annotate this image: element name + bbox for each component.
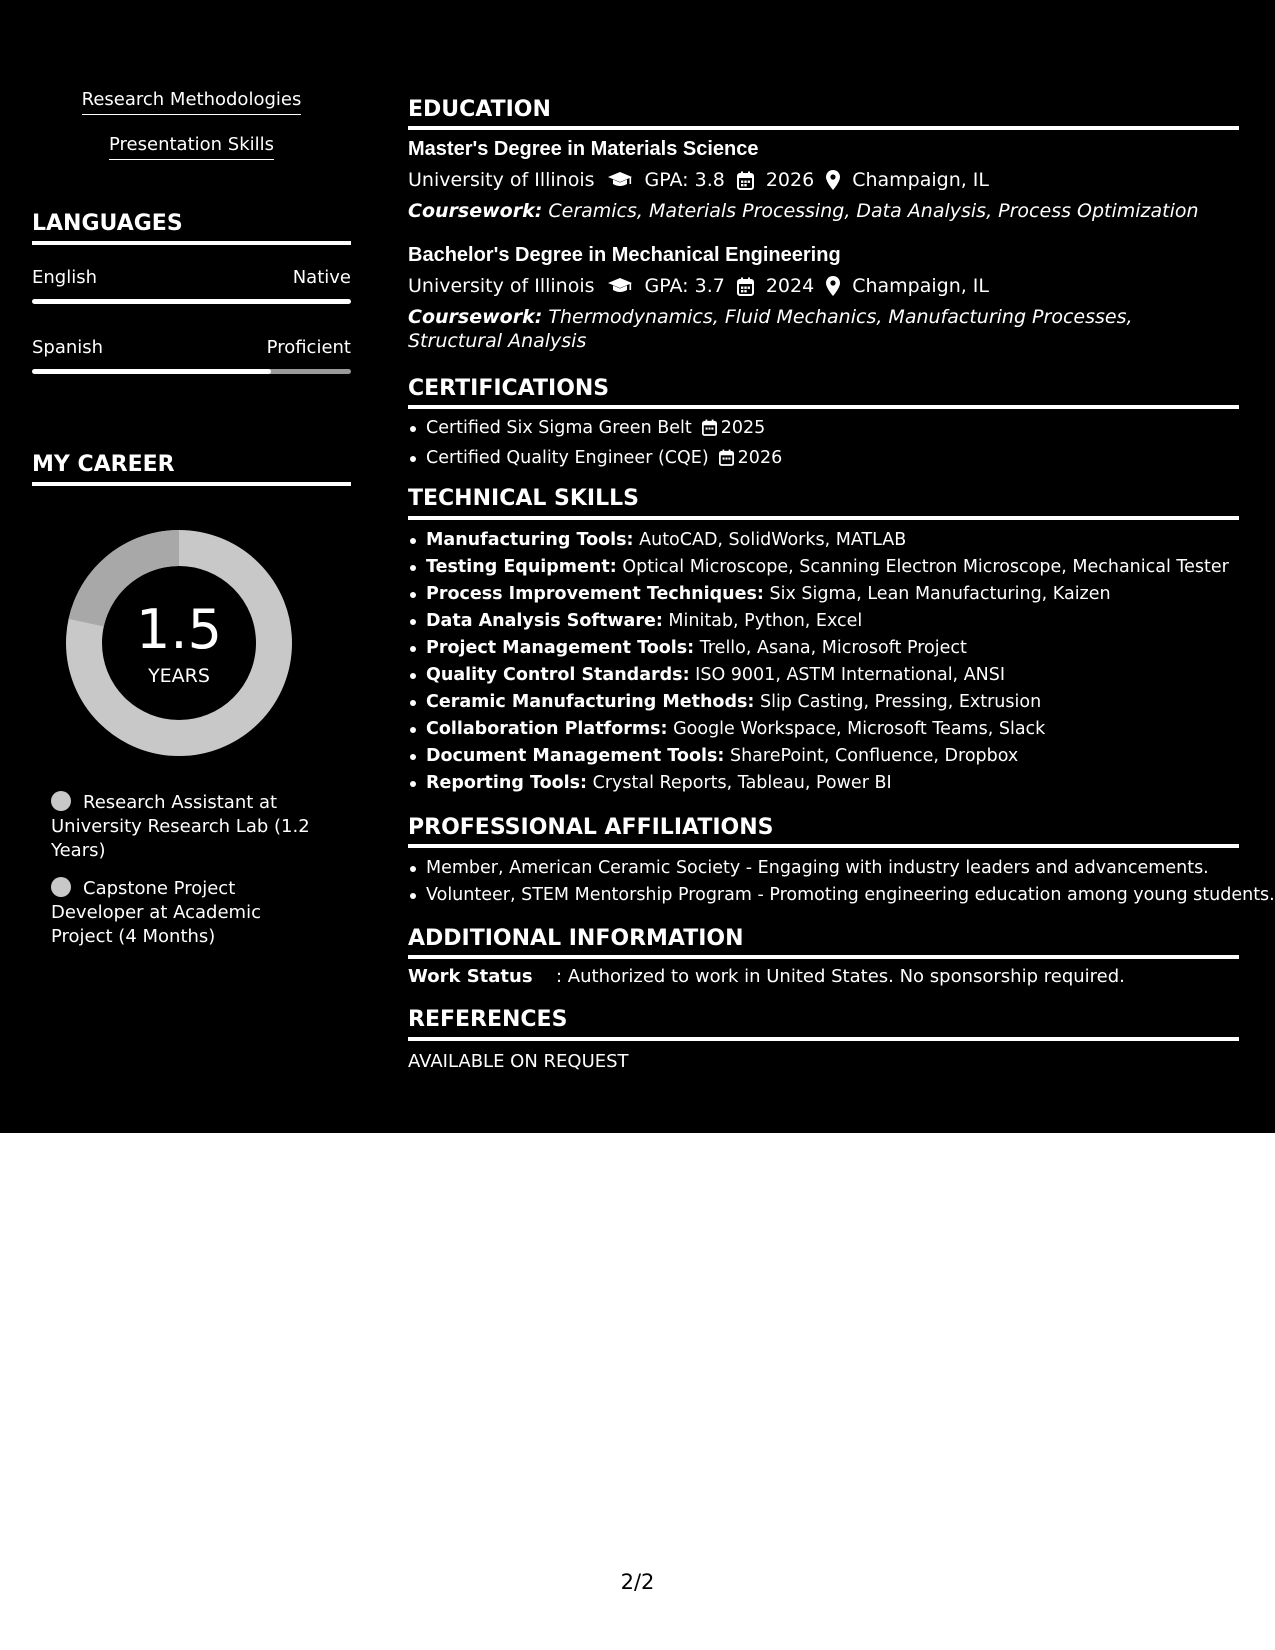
legend-dot xyxy=(51,877,71,897)
career-item: Capstone Project Developer at Academic Project (4 Months) xyxy=(51,878,261,947)
list-item: Process Improvement Techniques: Six Sigma, Lean Manufacturing, Kaizen xyxy=(408,581,1239,608)
section-divider xyxy=(408,126,1239,130)
list-item: Volunteer, STEM Mentorship Program - Promoting engineering education among young students. xyxy=(408,882,1239,909)
calendar-icon xyxy=(737,277,754,296)
references-text: AVAILABLE ON REQUEST xyxy=(408,1051,629,1072)
language-proficiency-bar xyxy=(32,299,351,304)
list-item: Member, American Ceramic Society - Engaging with industry leaders and advancements. xyxy=(408,855,1239,882)
graduation-year: 2024 xyxy=(765,275,815,297)
section-divider xyxy=(408,516,1239,520)
list-item: Certified Quality Engineer (CQE) 2026 xyxy=(408,445,1239,475)
location-pin-icon xyxy=(826,276,840,296)
list-item: Certified Six Sigma Green Belt 2025 xyxy=(408,415,1239,445)
list-item: Ceramic Manufacturing Methods: Slip Casting, Pressing, Extrusion xyxy=(408,689,1239,716)
certifications-heading: CERTIFICATIONS xyxy=(408,376,610,401)
technical-skills-heading: TECHNICAL SKILLS xyxy=(408,486,639,511)
location-pin-icon xyxy=(826,170,840,190)
language-name: Spanish xyxy=(32,337,104,358)
languages-heading: LANGUAGES xyxy=(32,211,183,236)
section-divider xyxy=(408,955,1239,959)
language-proficiency-bar xyxy=(32,369,351,374)
additional-info-heading: ADDITIONAL INFORMATION xyxy=(408,926,744,951)
graduation-cap-icon xyxy=(607,171,633,189)
references-heading: REFERENCES xyxy=(408,1007,568,1032)
list-item: Document Management Tools: SharePoint, Confluence, Dropbox xyxy=(408,743,1239,770)
work-status-row xyxy=(408,965,1125,989)
affiliations-heading: PROFESSIONAL AFFILIATIONS xyxy=(408,815,774,840)
skill-tag: Research Methodologies xyxy=(32,88,351,115)
list-item: Collaboration Platforms: Google Workspace, Microsoft Teams, Slack xyxy=(408,716,1239,743)
work-status-label: Work Status xyxy=(408,966,533,987)
section-divider xyxy=(32,482,351,486)
career-item: Research Assistant at University Research Lab (1.2 Years) xyxy=(51,792,310,861)
list-item: Project Management Tools: Trello, Asana, Microsoft Project xyxy=(408,635,1239,662)
language-level: Proficient xyxy=(266,337,351,358)
section-divider xyxy=(408,844,1239,848)
gpa: GPA: 3.8 xyxy=(644,169,725,191)
coursework: Coursework: Ceramics, Materials Processing, Data Analysis, Process Optimization xyxy=(408,200,1199,222)
list-item: Manufacturing Tools: AutoCAD, SolidWorks, MATLAB xyxy=(408,527,1239,554)
language-proficiency-fill xyxy=(32,299,351,304)
certifications-list xyxy=(408,415,1239,475)
language-proficiency-fill xyxy=(32,369,271,374)
calendar-icon xyxy=(719,448,734,475)
career-total-number: 1.5 xyxy=(136,598,222,661)
graduation-year: 2026 xyxy=(765,169,815,191)
education-heading: EDUCATION xyxy=(408,97,551,122)
section-divider xyxy=(408,1037,1239,1041)
career-total-unit: YEARS xyxy=(148,665,210,687)
location: Champaign, IL xyxy=(852,169,990,191)
section-divider xyxy=(408,405,1239,409)
list-item: Quality Control Standards: ISO 9001, ASTM International, ANSI xyxy=(408,662,1239,689)
language-level: Native xyxy=(292,267,351,288)
list-item: Data Analysis Software: Minitab, Python, Excel xyxy=(408,608,1239,635)
graduation-cap-icon xyxy=(607,277,633,295)
school-name: University of Illinois xyxy=(408,169,595,191)
location: Champaign, IL xyxy=(852,275,990,297)
skill-tag: Presentation Skills xyxy=(32,133,351,160)
coursework: Coursework: Thermodynamics, Fluid Mechanics, Manufacturing Processes, Structural Analysis xyxy=(408,306,1133,352)
school-name: University of Illinois xyxy=(408,275,595,297)
list-item: Testing Equipment: Optical Microscope, Scanning Electron Microscope, Mechanical Tester xyxy=(408,554,1239,581)
calendar-icon xyxy=(702,418,717,445)
degree-title: Master's Degree in Materials Science xyxy=(408,138,759,160)
affiliations-list xyxy=(408,855,1275,909)
calendar-icon xyxy=(737,171,754,190)
section-divider xyxy=(32,241,351,245)
page-number: 2/2 xyxy=(620,1570,655,1594)
legend-dot xyxy=(51,791,71,811)
degree-title: Bachelor's Degree in Mechanical Engineering xyxy=(408,244,841,266)
career-heading: MY CAREER xyxy=(32,452,175,477)
language-name: English xyxy=(32,267,97,288)
work-status-value: : Authorized to work in United States. No sponsorship required. xyxy=(556,966,1125,987)
gpa: GPA: 3.7 xyxy=(644,275,725,297)
education-meta xyxy=(408,167,989,193)
education-meta xyxy=(408,273,989,299)
list-item: Reporting Tools: Crystal Reports, Tableau, Power BI xyxy=(408,770,1239,797)
technical-skills-list xyxy=(408,527,1239,797)
